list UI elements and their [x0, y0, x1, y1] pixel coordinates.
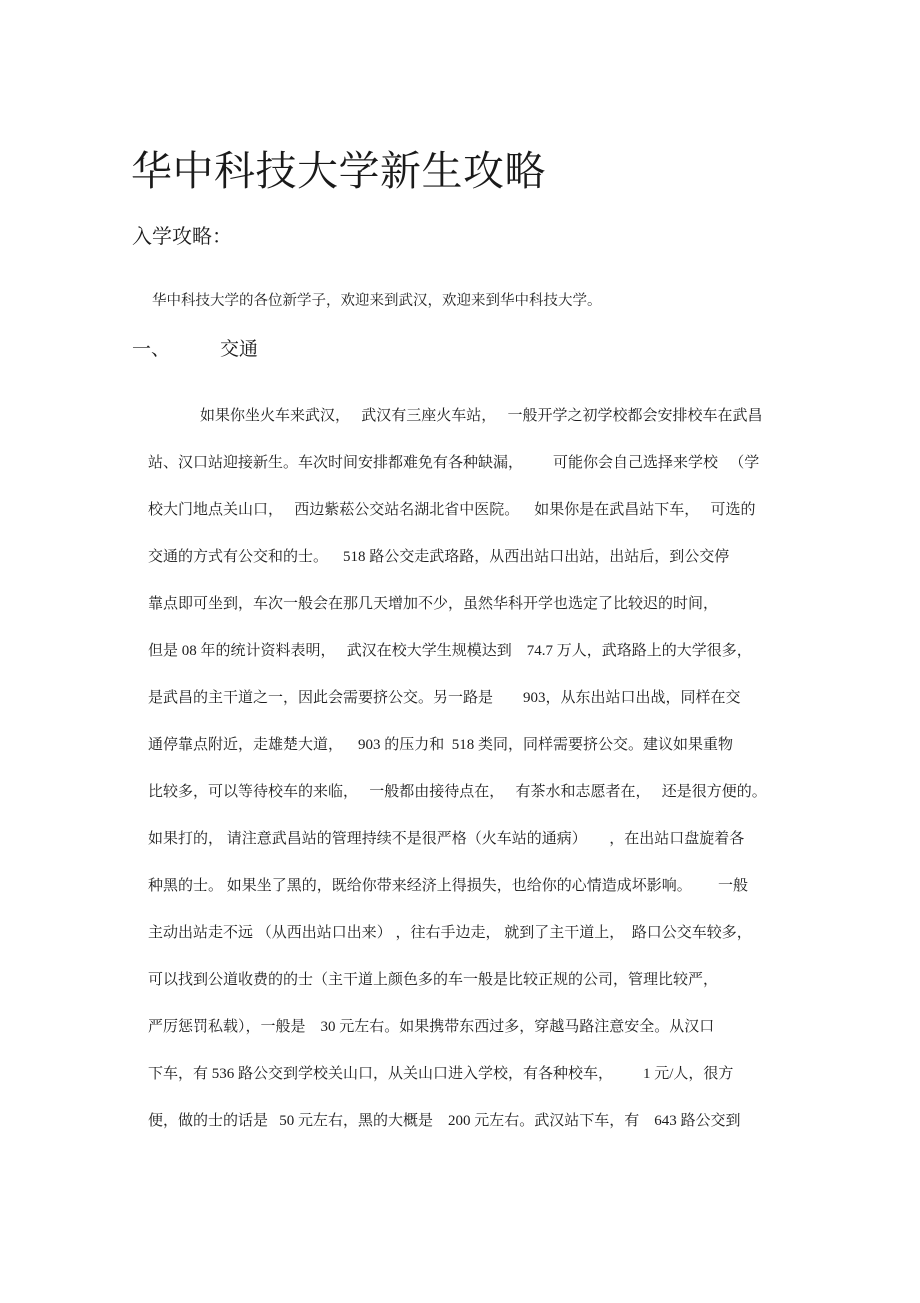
section-title: 交通: [220, 339, 259, 360]
body-line: 种黑的士。 如果坐了黑的，既给你带来经济上得损失，也给你的心情造成坏影响。 一般: [148, 878, 749, 894]
body-line: 但是 08 年的统计资料表明， 武汉在校大学生规模达到 74.7 万人，武珞路上的大学很多，: [148, 643, 752, 659]
body-line: 交通的方式有公交和的士。 518 路公交走武珞路，从西出站口出站，出站后，到公交停: [148, 549, 730, 565]
body-line: 靠点即可坐到，车次一般会在那几天增加不少，虽然华科开学也选定了比较迟的时间，: [148, 596, 719, 612]
body-line: 通停靠点附近，走雄楚大道， 903 的压力和 518 类同，同样需要挤公交。建议如果重物: [148, 737, 734, 753]
body-line: 是武昌的主干道之一，因此会需要挤公交。另一路是 903，从东出站口出战，同样在交: [148, 690, 741, 706]
body-line: 主动出站走不远 （从西出站口出来） ，往右手边走， 就到了主干道上， 路口公交车较多，: [148, 925, 752, 941]
section-heading-transport: [132, 335, 258, 365]
body-line: 可以找到公道收费的的士（主干道上颜色多的车一般是比较正规的公司，管理比较严，: [148, 972, 719, 988]
body-line: 如果你坐火车来武汉， 武汉有三座火车站， 一般开学之初学校都会安排校车在武昌: [200, 408, 763, 424]
sub-heading-entry-guide: 入学攻略：: [132, 226, 232, 248]
section-number: 一、: [132, 339, 171, 360]
body-line: 下车，有 536 路公交到学校关山口，从关山口进入学校，有各种校车， 1 元/人，很方: [148, 1066, 734, 1082]
body-line: 便，做的士的话是 50 元左右，黑的大概是 200 元左右。武汉站下车，有 643 路公交到: [148, 1113, 741, 1129]
body-line: 严厉惩罚私载），一般是 30 元左右。如果携带东西过多，穿越马路注意安全。从汉口: [148, 1019, 715, 1035]
page-title: 华中科技大学新生攻略: [131, 148, 546, 195]
body-line: 站、汉口站迎接新生。车次时间安排都难免有各种缺漏， 可能你会自己选择来学校 （学: [148, 455, 760, 471]
intro-paragraph: 华中科技大学的各位新学子，欢迎来到武汉，欢迎来到华中科技大学。: [152, 292, 602, 309]
body-line: 如果打的， 请注意武昌站的管理持续不是很严格（火车站的通病） ，在出站口盘旋着各: [148, 831, 745, 847]
body-line: 比较多，可以等待校车的来临， 一般都由接待点在， 有茶水和志愿者在， 还是很方便的。: [148, 784, 767, 800]
body-line: 校大门地点关山口， 西边紫菘公交站名湖北省中医院。 如果你是在武昌站下车， 可选的: [148, 502, 756, 518]
